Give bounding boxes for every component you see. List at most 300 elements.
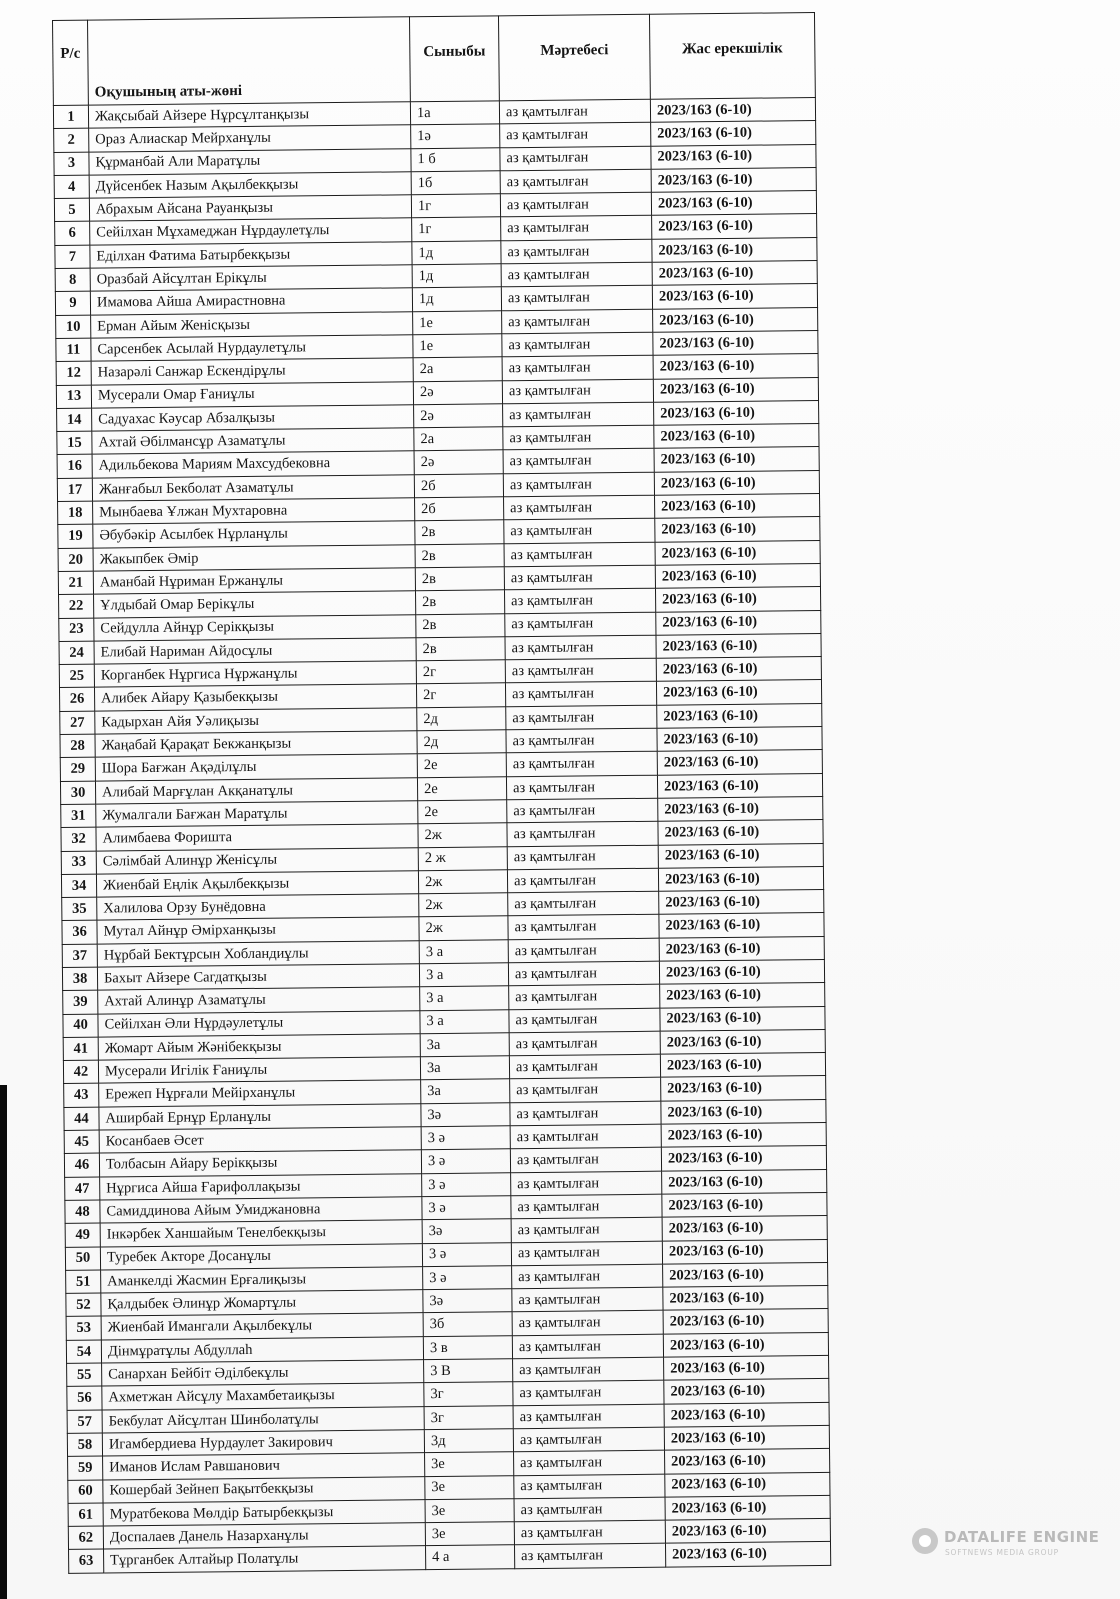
row-number: 5 xyxy=(54,198,89,222)
row-number: 26 xyxy=(59,688,94,712)
class-cell: 3ә xyxy=(421,1103,510,1127)
row-number: 43 xyxy=(64,1084,99,1108)
status-cell: аз қамтылған xyxy=(513,1404,664,1429)
age-category-cell: 2023/163 (6-10) xyxy=(663,1332,828,1357)
student-name-cell: Назарәлі Санжар Ескендірұлы xyxy=(91,358,413,385)
status-cell: аз қамтылған xyxy=(503,402,654,427)
student-name-cell: Аманкелді Жасмин Ерғалиқызы xyxy=(101,1267,423,1294)
row-number: 19 xyxy=(58,524,93,548)
row-number: 3 xyxy=(54,152,89,176)
student-name-cell: Оразбай Айсұлтан Ерікұлы xyxy=(90,265,412,292)
age-category-cell: 2023/163 (6-10) xyxy=(655,563,820,588)
age-category-cell: 2023/163 (6-10) xyxy=(656,633,821,658)
status-cell: аз қамтылған xyxy=(504,519,655,544)
age-category-cell: 2023/163 (6-10) xyxy=(659,959,824,984)
age-category-cell: 2023/163 (6-10) xyxy=(655,540,820,565)
age-category-cell: 2023/163 (6-10) xyxy=(664,1425,829,1450)
age-category-cell: 2023/163 (6-10) xyxy=(655,587,820,612)
age-category-cell: 2023/163 (6-10) xyxy=(658,866,823,891)
class-cell: 3 а xyxy=(419,939,508,963)
row-number: 53 xyxy=(66,1316,101,1340)
row-number: 51 xyxy=(66,1270,101,1294)
status-cell: аз қамтылған xyxy=(504,495,655,520)
age-category-cell: 2023/163 (6-10) xyxy=(659,890,824,915)
row-number: 55 xyxy=(67,1363,102,1387)
row-number: 36 xyxy=(62,920,97,944)
status-cell: аз қамтылған xyxy=(512,1264,663,1289)
student-name-cell: Доспалаев Данель Назарханұлы xyxy=(103,1523,425,1550)
scan-shadow-edge xyxy=(0,1085,7,1599)
class-cell: 3 а xyxy=(420,986,509,1010)
status-cell: аз қамтылған xyxy=(512,1287,663,1312)
class-cell: 3г xyxy=(424,1405,513,1429)
row-number: 52 xyxy=(66,1293,101,1317)
student-name-cell: Адильбекова Мариям Махсудбековна xyxy=(92,451,414,478)
student-name-cell: Аманбай Нұриман Ержанұлы xyxy=(93,568,415,595)
status-cell: аз қамтылған xyxy=(508,915,659,940)
row-number: 27 xyxy=(60,711,95,735)
watermark-subtitle: SOFTNEWS MEDIA GROUP xyxy=(945,1548,1059,1557)
status-cell: аз қамтылған xyxy=(505,682,656,707)
student-name-cell: Бекбулат Айсұлтан Шинболатұлы xyxy=(102,1406,424,1433)
status-cell: аз қамтылған xyxy=(503,472,654,497)
age-category-cell: 2023/163 (6-10) xyxy=(659,913,824,938)
class-cell: 2б xyxy=(414,474,503,498)
row-number: 40 xyxy=(63,1014,98,1038)
age-category-cell: 2023/163 (6-10) xyxy=(650,98,815,123)
age-category-cell: 2023/163 (6-10) xyxy=(663,1262,828,1287)
status-cell: аз қамтылған xyxy=(502,355,653,380)
status-cell: аз қамтылған xyxy=(500,169,651,194)
status-cell: аз қамтылған xyxy=(506,728,657,753)
row-number: 13 xyxy=(56,385,91,409)
status-cell: аз қамтылған xyxy=(511,1217,662,1242)
age-category-cell: 2023/163 (6-10) xyxy=(661,1076,826,1101)
row-number: 9 xyxy=(55,291,90,315)
class-cell: 2в xyxy=(415,567,504,591)
row-number: 58 xyxy=(67,1433,102,1457)
row-number: 8 xyxy=(55,268,90,292)
student-name-cell: Інкәрбек Ханшайым Тенелбекқызы xyxy=(100,1220,422,1247)
class-cell: 3е xyxy=(425,1475,514,1499)
class-cell: 2ә xyxy=(414,404,503,428)
student-name-cell: Жумалгали Бағжан Маратұлы xyxy=(96,801,418,828)
class-cell: 2 ж xyxy=(418,846,507,870)
row-number: 1 xyxy=(53,105,88,129)
status-cell: аз қамтылған xyxy=(514,1544,665,1569)
age-category-cell: 2023/163 (6-10) xyxy=(663,1286,828,1311)
status-cell: аз қамтылған xyxy=(502,332,653,357)
status-cell: аз қамтылған xyxy=(501,286,652,311)
status-cell: аз қамтылған xyxy=(512,1334,663,1359)
class-cell: 3 а xyxy=(419,963,508,987)
age-category-cell: 2023/163 (6-10) xyxy=(663,1309,828,1334)
status-cell: аз қамтылған xyxy=(511,1171,662,1196)
status-cell: аз қамтылған xyxy=(507,868,658,893)
age-category-cell: 2023/163 (6-10) xyxy=(665,1449,830,1474)
age-category-cell: 2023/163 (6-10) xyxy=(652,284,817,309)
age-category-cell: 2023/163 (6-10) xyxy=(651,144,816,169)
age-category-cell: 2023/163 (6-10) xyxy=(655,494,820,519)
row-number: 61 xyxy=(68,1503,103,1527)
age-category-cell: 2023/163 (6-10) xyxy=(658,796,823,821)
age-category-cell: 2023/163 (6-10) xyxy=(664,1379,829,1404)
class-cell: 2б xyxy=(415,497,504,521)
age-category-cell: 2023/163 (6-10) xyxy=(664,1402,829,1427)
status-cell: аз қамтылған xyxy=(510,1101,661,1126)
status-cell: аз қамтылған xyxy=(506,705,657,730)
class-cell: 3е xyxy=(425,1499,514,1523)
class-cell: 1е xyxy=(413,310,502,334)
age-category-cell: 2023/163 (6-10) xyxy=(665,1542,830,1567)
student-name-cell: Игамбердиева Нурдаулет Закирович xyxy=(102,1430,424,1457)
status-cell: аз қамтылған xyxy=(504,588,655,613)
class-cell: 3 ә xyxy=(423,1266,512,1290)
status-cell: аз қамтылған xyxy=(503,425,654,450)
row-number: 6 xyxy=(55,222,90,246)
student-name-cell: Шора Бағжан Ақәділұлы xyxy=(95,754,417,781)
class-cell: 2ә xyxy=(413,380,502,404)
student-name-cell: Тұрганбек Алтайыр Полатұлы xyxy=(104,1546,426,1573)
class-cell: 3а xyxy=(421,1079,510,1103)
row-number: 46 xyxy=(64,1153,99,1177)
student-name-cell: Алибек Айару Қазыбекқызы xyxy=(94,684,416,711)
status-cell: аз қамтылған xyxy=(509,1031,660,1056)
status-cell: аз қамтылған xyxy=(513,1357,664,1382)
status-cell: аз қамтылған xyxy=(500,146,651,171)
age-category-cell: 2023/163 (6-10) xyxy=(653,377,818,402)
student-name-cell: Дүйсенбек Назым Ақылбекқызы xyxy=(89,172,411,199)
age-category-cell: 2023/163 (6-10) xyxy=(660,1029,825,1054)
age-category-cell: 2023/163 (6-10) xyxy=(654,424,819,449)
class-cell: 2д xyxy=(417,707,506,731)
student-name-cell: Аширбай Ернұр Ерланұлы xyxy=(99,1103,421,1130)
status-cell: аз қамтылған xyxy=(500,123,651,148)
class-cell: 1б xyxy=(411,171,500,195)
age-category-cell: 2023/163 (6-10) xyxy=(656,657,821,682)
class-cell: 3 а xyxy=(420,1009,509,1033)
row-number: 39 xyxy=(63,990,98,1014)
student-name-cell: Туребек Акторе Досанұлы xyxy=(100,1243,422,1270)
class-cell: 2ж xyxy=(418,870,507,894)
status-cell: аз қамтылған xyxy=(512,1311,663,1336)
class-cell: 2ә xyxy=(414,450,503,474)
row-number: 37 xyxy=(62,944,97,968)
student-name-cell: Сейілхан Мұхамеджан Нұрдаулетұлы xyxy=(90,218,412,245)
class-cell: 1е xyxy=(413,334,502,358)
status-cell: аз қамтылған xyxy=(504,565,655,590)
age-category-cell: 2023/163 (6-10) xyxy=(665,1519,830,1544)
header-status: Мәртебесі xyxy=(498,14,650,101)
student-name-cell: Толбасын Айару Берікқызы xyxy=(99,1150,421,1177)
age-category-cell: 2023/163 (6-10) xyxy=(662,1192,827,1217)
class-cell: 3е xyxy=(425,1522,514,1546)
class-cell: 3ә xyxy=(423,1289,512,1313)
student-name-cell: Ұлдыбай Омар Берікұлы xyxy=(94,591,416,618)
row-number: 28 xyxy=(60,734,95,758)
age-category-cell: 2023/163 (6-10) xyxy=(654,400,819,425)
age-category-cell: 2023/163 (6-10) xyxy=(657,773,822,798)
age-category-cell: 2023/163 (6-10) xyxy=(653,354,818,379)
student-name-cell: Косанбаев Әсет xyxy=(99,1127,421,1154)
age-category-cell: 2023/163 (6-10) xyxy=(661,1099,826,1124)
status-cell: аз қамтылған xyxy=(508,891,659,916)
age-category-cell: 2023/163 (6-10) xyxy=(665,1495,830,1520)
row-number: 44 xyxy=(64,1107,99,1131)
row-number: 33 xyxy=(61,851,96,875)
student-name-cell: Ораз Алиаскар Мейрханұлы xyxy=(89,125,411,152)
status-cell: аз қамтылған xyxy=(502,379,653,404)
student-name-cell: Жақсыбай Айзере Нұрсұлтанқызы xyxy=(88,102,410,129)
status-cell: аз қамтылған xyxy=(501,262,652,287)
row-number: 41 xyxy=(63,1037,98,1061)
age-category-cell: 2023/163 (6-10) xyxy=(658,820,823,845)
header-number: Р/с xyxy=(53,20,89,105)
student-name-cell: Сейілхан Әли Нұрдәулетұлы xyxy=(98,1010,420,1037)
row-number: 60 xyxy=(68,1480,103,1504)
student-name-cell: Жомарт Айым Жәнібекқызы xyxy=(98,1034,420,1061)
row-number: 47 xyxy=(65,1177,100,1201)
row-number: 34 xyxy=(61,874,96,898)
row-number: 62 xyxy=(68,1526,103,1550)
age-category-cell: 2023/163 (6-10) xyxy=(662,1216,827,1241)
student-name-cell: Жаңабай Қарақат Бекжанқызы xyxy=(95,731,417,758)
student-name-cell: Жиенбай Еңлік Ақылбекқызы xyxy=(96,871,418,898)
class-cell: 2ж xyxy=(418,823,507,847)
student-name-cell: Санархан Бейбіт Әділбекұлы xyxy=(102,1360,424,1387)
class-cell: 1г xyxy=(412,217,501,241)
row-number: 50 xyxy=(65,1247,100,1271)
class-cell: 3 ә xyxy=(422,1172,511,1196)
class-cell: 1д xyxy=(412,287,501,311)
row-number: 10 xyxy=(56,315,91,339)
status-cell: аз қамтылған xyxy=(509,1008,660,1033)
status-cell: аз қамтылған xyxy=(503,449,654,474)
student-name-cell: Жиенбай Имангали Ақылбекұлы xyxy=(101,1313,423,1340)
class-cell: 3а xyxy=(420,1056,509,1080)
class-cell: 2в xyxy=(416,613,505,637)
student-name-cell: Мынбаева Ұлжан Мухтаровна xyxy=(93,498,415,525)
age-category-cell: 2023/163 (6-10) xyxy=(652,214,817,239)
age-category-cell: 2023/163 (6-10) xyxy=(661,1123,826,1148)
row-number: 45 xyxy=(64,1130,99,1154)
row-number: 48 xyxy=(65,1200,100,1224)
status-cell: аз қамтылған xyxy=(506,775,657,800)
age-category-cell: 2023/163 (6-10) xyxy=(652,237,817,262)
status-cell: аз қамтылған xyxy=(513,1427,664,1452)
student-name-cell: Корганбек Нұргиса Нұржанұлы xyxy=(94,661,416,688)
class-cell: 3 В xyxy=(424,1359,513,1383)
status-cell: аз қамтылған xyxy=(514,1474,665,1499)
class-cell: 3 ә xyxy=(421,1126,510,1150)
table-body xyxy=(53,98,830,1574)
class-cell: 2е xyxy=(418,800,507,824)
age-category-cell: 2023/163 (6-10) xyxy=(658,843,823,868)
student-name-cell: Жанғабыл Бекболат Азаматұлы xyxy=(92,474,414,501)
row-number: 12 xyxy=(56,361,91,385)
status-cell: аз қамтылған xyxy=(499,99,650,124)
row-number: 54 xyxy=(66,1340,101,1364)
status-cell: аз қамтылған xyxy=(501,216,652,241)
status-cell: аз қамтылған xyxy=(507,821,658,846)
age-category-cell: 2023/163 (6-10) xyxy=(664,1355,829,1380)
row-number: 35 xyxy=(62,897,97,921)
student-name-cell: Кадырхан Айя Уәлиқызы xyxy=(95,707,417,734)
student-name-cell: Халилова Орзу Бунёдовна xyxy=(97,894,419,921)
class-cell: 2ж xyxy=(419,893,508,917)
class-cell: 1д xyxy=(412,264,501,288)
row-number: 15 xyxy=(57,431,92,455)
age-category-cell: 2023/163 (6-10) xyxy=(661,1146,826,1171)
status-cell: аз қамтылған xyxy=(505,635,656,660)
age-category-cell: 2023/163 (6-10) xyxy=(662,1169,827,1194)
status-cell: аз қамтылған xyxy=(502,309,653,334)
table-header-row xyxy=(53,13,816,106)
class-cell: 3 в xyxy=(423,1335,512,1359)
class-cell: 2е xyxy=(417,776,506,800)
row-number: 20 xyxy=(58,548,93,572)
age-category-cell: 2023/163 (6-10) xyxy=(654,447,819,472)
watermark-title: DATALIFE ENGINE xyxy=(944,1528,1100,1546)
student-name-cell: Ахтай Алинұр Азаматұлы xyxy=(98,987,420,1014)
class-cell: 1г xyxy=(411,194,500,218)
status-cell: аз қамтылған xyxy=(505,658,656,683)
row-number: 22 xyxy=(59,594,94,618)
age-category-cell: 2023/163 (6-10) xyxy=(657,703,822,728)
status-cell: аз қамтылған xyxy=(509,1054,660,1079)
class-cell: 1а xyxy=(410,101,499,125)
class-cell: 4 а xyxy=(426,1545,515,1569)
student-name-cell: Имамова Айша Амирастновна xyxy=(90,288,412,315)
class-cell: 2е xyxy=(417,753,506,777)
class-cell: 3е xyxy=(425,1452,514,1476)
age-category-cell: 2023/163 (6-10) xyxy=(656,680,821,705)
datalife-watermark xyxy=(912,1524,1102,1568)
student-name-cell: Сарсенбек Асылай Нурдаулетұлы xyxy=(91,335,413,362)
student-name-cell: Мусерали Игілік Ғаниұлы xyxy=(98,1057,420,1084)
student-name-cell: Дінмұратұлы Абдуллаһ xyxy=(101,1336,423,1363)
row-number: 42 xyxy=(63,1060,98,1084)
row-number: 4 xyxy=(54,175,89,199)
class-cell: 2а xyxy=(414,427,503,451)
student-name-cell: Кошербай Зейнеп Бақытбекқызы xyxy=(103,1476,425,1503)
status-cell: аз қамтылған xyxy=(514,1497,665,1522)
status-cell: аз қамтылған xyxy=(510,1078,661,1103)
student-name-cell: Мутал Айнұр Әмірханқызы xyxy=(97,917,419,944)
row-number: 16 xyxy=(57,455,92,479)
student-name-cell: Нұрбай Бектұрсын Хобландиұлы xyxy=(97,940,419,967)
status-cell: аз қамтылған xyxy=(505,612,656,637)
class-cell: 2а xyxy=(413,357,502,381)
status-cell: аз қамтылған xyxy=(514,1520,665,1545)
student-name-cell: Ахтай Әбілмансұр Азаматұлы xyxy=(92,428,414,455)
row-number: 56 xyxy=(67,1386,102,1410)
status-cell: аз қамтылған xyxy=(510,1148,661,1173)
student-name-cell: Муратбекова Мөлдір Батырбекқызы xyxy=(103,1499,425,1526)
class-cell: 2г xyxy=(416,683,505,707)
student-name-cell: Сейдулла Айнұр Серікқызы xyxy=(94,614,416,641)
row-number: 17 xyxy=(57,478,92,502)
age-category-cell: 2023/163 (6-10) xyxy=(660,1006,825,1031)
row-number: 23 xyxy=(59,618,94,642)
age-category-cell: 2023/163 (6-10) xyxy=(665,1472,830,1497)
row-number: 14 xyxy=(57,408,92,432)
header-class: Сыныбы xyxy=(409,16,499,102)
student-name-cell: Құрманбай Али Маратұлы xyxy=(89,148,411,175)
student-name-cell: Иманов Ислам Равшанович xyxy=(103,1453,425,1480)
class-cell: 1 б xyxy=(411,147,500,171)
student-name-cell: Алимбаева Форишта xyxy=(96,824,418,851)
student-name-cell: Ережеп Нұрғали Мейірханұлы xyxy=(99,1080,421,1107)
class-cell: 2д xyxy=(417,730,506,754)
status-cell: аз қамтылған xyxy=(514,1450,665,1475)
student-name-cell: Қалдыбек Әлинұр Жомартұлы xyxy=(101,1290,423,1317)
row-number: 21 xyxy=(58,571,93,595)
student-name-cell: Сәлімбай Алинұр Женісұлы xyxy=(96,847,418,874)
row-number: 2 xyxy=(54,128,89,152)
age-category-cell: 2023/163 (6-10) xyxy=(655,517,820,542)
age-category-cell: 2023/163 (6-10) xyxy=(652,261,817,286)
student-name-cell: Ахметжан Айсұлу Махамбетаиқызы xyxy=(102,1383,424,1410)
class-cell: 3д xyxy=(424,1429,513,1453)
age-category-cell: 2023/163 (6-10) xyxy=(651,191,816,216)
row-number: 30 xyxy=(60,781,95,805)
age-category-cell: 2023/163 (6-10) xyxy=(651,167,816,192)
age-category-cell: 2023/163 (6-10) xyxy=(660,983,825,1008)
student-name-cell: Алибай Марғұлан Акқанатұлы xyxy=(95,777,417,804)
student-name-cell: Жакыпбек Әмір xyxy=(93,544,415,571)
age-category-cell: 2023/163 (6-10) xyxy=(653,307,818,332)
status-cell: аз қамтылған xyxy=(504,542,655,567)
student-roster-table xyxy=(52,12,831,1574)
student-name-cell: Абрахым Айсана Рауанқызы xyxy=(89,195,411,222)
row-number: 49 xyxy=(65,1223,100,1247)
class-cell: 1д xyxy=(412,241,501,265)
status-cell: аз қамтылған xyxy=(510,1124,661,1149)
row-number: 31 xyxy=(61,804,96,828)
class-cell: 3 ә xyxy=(422,1242,511,1266)
status-cell: аз қамтылған xyxy=(507,845,658,870)
row-number: 57 xyxy=(67,1410,102,1434)
student-name-cell: Әбубәкір Асылбек Нұрланұлы xyxy=(93,521,415,548)
class-cell: 3 ә xyxy=(421,1149,510,1173)
status-cell: аз қамтылған xyxy=(508,938,659,963)
header-student-name: Оқушының аты-жөні xyxy=(88,17,411,105)
age-category-cell: 2023/163 (6-10) xyxy=(651,121,816,146)
status-cell: аз қамтылған xyxy=(500,192,651,217)
class-cell: 3ә xyxy=(422,1219,511,1243)
row-number: 59 xyxy=(68,1456,103,1480)
age-category-cell: 2023/163 (6-10) xyxy=(656,610,821,635)
student-name-cell: Ерман Айым Женісқызы xyxy=(91,311,413,338)
student-name-cell: Садуахас Кәусар Абзалқызы xyxy=(92,405,414,432)
status-cell: аз қамтылған xyxy=(511,1194,662,1219)
row-number: 24 xyxy=(59,641,94,665)
class-cell: 2в xyxy=(416,637,505,661)
age-category-cell: 2023/163 (6-10) xyxy=(653,330,818,355)
class-cell: 3г xyxy=(424,1382,513,1406)
age-category-cell: 2023/163 (6-10) xyxy=(657,750,822,775)
row-number: 7 xyxy=(55,245,90,269)
row-number: 11 xyxy=(56,338,91,362)
student-name-cell: Мусерали Омар Ғаниұлы xyxy=(91,381,413,408)
status-cell: аз қамтылған xyxy=(511,1241,662,1266)
header-age-category: Жас ерекшілік xyxy=(649,13,815,100)
row-number: 38 xyxy=(62,967,97,991)
class-cell: 3а xyxy=(420,1033,509,1057)
status-cell: аз қамтылған xyxy=(513,1380,664,1405)
age-category-cell: 2023/163 (6-10) xyxy=(654,470,819,495)
